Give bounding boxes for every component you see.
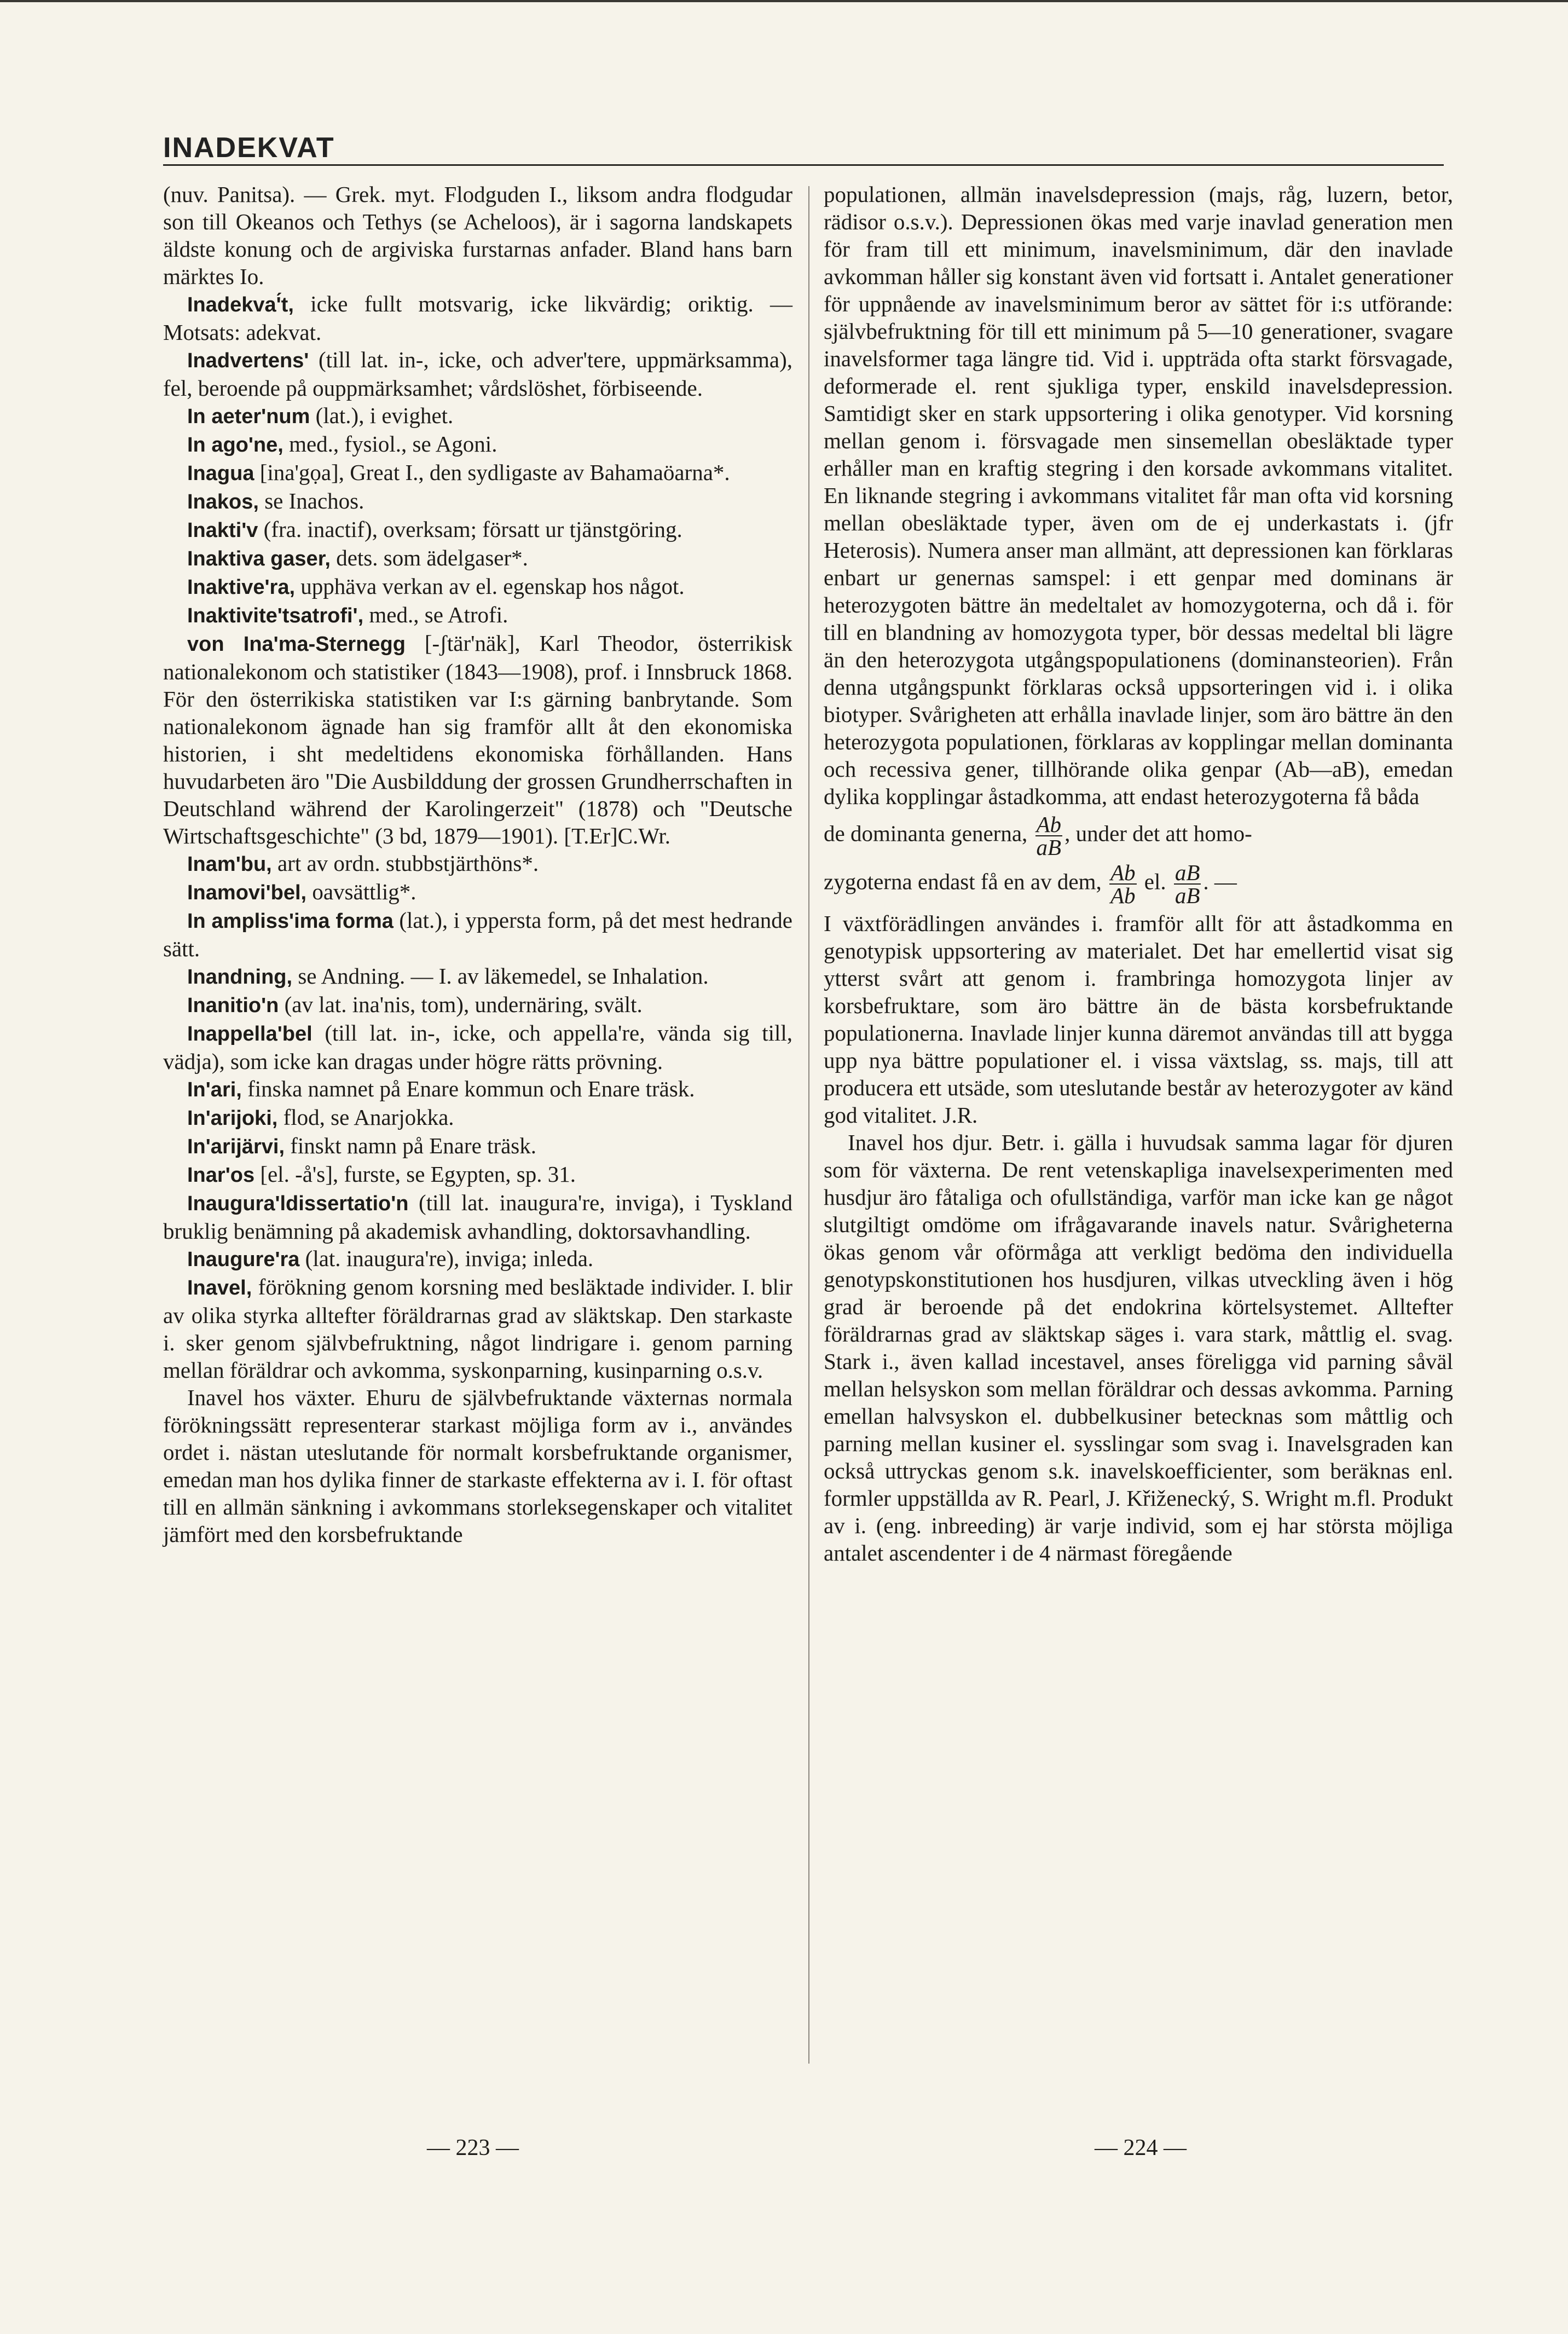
dictionary-entry [163,601,792,629]
entry-headword: Inappella'bel [187,1022,313,1045]
entry-text: art av ordn. stubbstjärthöns*. [277,851,539,876]
dictionary-entry [163,1245,792,1273]
entry-headword: In'arijoki, [187,1107,278,1130]
entry-text: (till lat. in-, icke, och adver'tere, uppmärksamma), fel, beroende på ouppmärksamhet; vårdslöshet, förbiseende. [163,347,792,401]
dictionary-entry [163,850,792,878]
dictionary-entry [163,290,792,346]
entry-text: oavsättlig*. [312,879,416,904]
entry-headword: Inagua [187,462,254,485]
dictionary-entry [163,1132,792,1160]
entry-headword: In aeter'num [187,405,310,428]
fraction-denominator: aB [1174,883,1200,908]
entry-text: se Andning. — I. av läkemedel, se Inhalation. [298,963,709,989]
entry-headword: In ampliss'ima forma [187,910,394,933]
top-border [0,0,1568,2]
dictionary-entry [163,878,792,906]
entry-text: [el. -å's], furste, se Egypten, sp. 31. [260,1162,576,1187]
dictionary-entry [163,402,792,430]
entry-text: (lat.), i yppersta form, på det mest hedrande sätt. [163,908,792,961]
formula-line [824,813,1453,858]
dictionary-entry [163,1384,792,1548]
dictionary-entry [163,962,792,991]
dictionary-entry [163,629,792,850]
page-number-right: — 224 — [1095,2135,1187,2160]
formula-text: , under det att homo- [1064,821,1252,846]
entry-headword: Inar'os [187,1164,255,1187]
formula-line [824,862,1453,906]
dictionary-entry [163,544,792,573]
entry-text: finskt namn på Enare träsk. [290,1133,536,1158]
entry-headword: Inakos, [187,490,259,513]
entry-text: (lat. inaugura're), inviga; inleda. [305,1246,594,1271]
entry-text: dets. som ädelgaser*. [336,545,528,570]
entry-headword: von Ina'ma-Sternegg [187,633,406,656]
entry-text: finska namnet på Enare kommun och Enare träsk. [247,1076,695,1101]
entry-text: flod, se Anarjokka. [283,1105,454,1130]
dictionary-entry [163,487,792,516]
entry-text: [ina'gọa], Great I., den sydligaste av Bahamaöarna*. [259,460,730,485]
entry-text: (till lat. in-, icke, och appella're, vända sig till, vädja), som icke kan dragas under högre rätts prövning. [163,1020,793,1074]
entry-headword: Inavel, [187,1276,252,1299]
entry-paragraph: populationen, allmän inavelsdepression (majs, råg, luzern, betor, rädisor o.s.v.). Depressionen ökas med varje inavlad generation men för fram till ett minimum, inavelsminimum, där den inavlade avkomman håller sig konstant även vid fortsatt i. Antalet generationer för uppnående av inavelsminimum beror av sättet för i:s utförande: självbefruktning för till ett minimum på 5—10 generationer, svagare inavelsformer taga längre tid. Vid i. uppträda ofta starkt försvagade, deformerade el. rent sjukliga typer, enskild inavelsdepression. Samtidigt sker en stark uppsortering i olika genotyper. Vid korsning mellan genom i. försvagade men sinsemellan obesläktade typer erhåller man en kraftig stegring i den korsade avkommans vitalitet. En liknande stegring i avkommans vitalitet får man ofta vid korsning mellan obesläktade typer, även om de ej underkastats i. (jfr Heterosis). Numera anser man allmänt, att depressionen kan förklaras enbart ur genernas samspel: i ett genpar med dominans är heterozygoten bättre än medeltalet av homozygoterna, och då i. för till en blandning av homozygota typer, bör dessas medeltal bli lägre än den heterozygota utgångspopulationens (dominansteorien). Från denna utgångspunkt förklaras också uppsorteringen vid i. i olika biotyper. Svårigheten att erhålla inavlade linjer, som äro bättre än den heterozygota populationen, förklaras av kopplingar mellan dominanta och recessiva gener, tillhörande olika genpar (Ab—aB), emedan dylika kopplingar åstadkomma, att endast heterozygoterna få båda [824,182,1453,809]
entry-headword: Inadvertens' [187,349,309,372]
fraction [1109,862,1137,906]
entry-text: upphäva verkan av el. egenskap hos något. [300,574,685,599]
dictionary-entry [163,1075,792,1104]
entry-text: (till lat. inaugura're, inviga), i Tyskland bruklig benämning på akademisk avhandling, doktorsavhandling. [163,1190,792,1244]
fraction-denominator: aB [1036,835,1062,860]
entry-headword: Inandning, [187,966,293,989]
entry-text: icke fullt motsvarig, icke likvärdig; oriktig. — Motsats: adekvat. [163,291,792,345]
dictionary-entry [163,1104,792,1132]
left-column [163,181,792,1548]
entry-headword: Inanitio'n [187,994,279,1017]
column-divider [808,186,809,2064]
page-number-left: — 223 — [427,2135,519,2160]
dictionary-entry [163,1189,792,1245]
entry-headword: Inaktiva gaser, [187,547,331,570]
entry-text: [-ʃtär'näk], Karl Theodor, österrikisk nationalekonom och statistiker (1843—1908), prof. i Innsbruck 1868. För den österrikiska statistiken var I:s gärning banbrytande. Som nationalekonom ägnade han sig framför allt åt den ekonomiska historien, i sht medeltidens ekonomiska förhållanden. Hans huvudarbeten äro "Die Ausbilddung der grossen Grundherrschaften in Deutschland während der Karolingerzeit" (1878) och "Deutsche Wirtschaftsgeschichte" (3 bd, 1879—1901). [T.Er]C.Wr. [163,631,792,848]
formula-text: el. [1144,869,1166,894]
entry-headword: Inaktive'ra, [187,576,296,599]
dictionary-entry [163,346,792,402]
entry-text: (nuv. Panitsa). — Grek. myt. Flodguden I., liksom andra flodgudar son till Okeanos och Tethys (se Acheloos), är i sagorna landskapets äldste konung och de argiviska furstarnas anfader. Bland hans barn märktes Io. [163,182,792,289]
dictionary-entry [163,1019,792,1075]
fraction [1174,862,1201,906]
entry-headword: Inam'bu, [187,853,272,876]
entry-headword: Inaktivite'tsatrofi', [187,604,364,627]
formula-text: zygoterna endast få en av dem, [824,869,1102,894]
dictionary-entry [163,991,792,1019]
formula-text: . — [1203,869,1237,894]
entry-paragraph: I växtförädlingen användes i. framför allt för att åstadkomma en genotypisk uppsortering av materialet. Det har emellertid visat sig ytterst svårt att genom i. frambringa homozygota linjer av korsbefruktare, som äro bättre än de bästa korsbefruktande populationerna. Inavlade linjer kunna däremot användas till att bygga upp nya bättre populationer el. i vissa växtslag, ss. majs, till att producera ett utsäde, som uteslutande består av heterozygoter av känd god vitalitet. J.R. [824,911,1453,1128]
fraction-numerator: aB [1174,860,1200,885]
dictionary-entry [163,906,792,962]
fraction [1035,813,1063,858]
entry-paragraph: Inavel hos djur. Betr. i. gälla i huvudsak samma lagar för djuren som för växterna. De rent vetenskapliga inavelsexperimenten med husdjur äro fåtaliga och ofullständiga, varför man icke kan ge något slutgiltigt omdöme om ifrågavarande inavels natur. Svårigheterna ökas genom vår oförmåga att verkligt bedöma den individuella genotypskonstitutionen hos husdjuren, vilkas utveckling även i hög grad är beroende på det endokrina körtelsystemet. Alltefter föräldrarnas grad av släktskap säges i. vara stark, måttlig el. svag. Stark i., även kallad incestavel, anses föreligga vid parning såväl mellan helsyskon som mellan föräldrar och dessas avkomma. Parning emellan halvsyskon el. dubbelkusiner betecknas som måttlig och parning mellan kusiner el. sysslingar som svag i. Inavelsgraden kan också uttryckas genom s.k. inavelskoefficienter, som beräknas enl. formler uppställda av R. Pearl, J. Křiženecký, S. Wright m.fl. Produkt av i. (eng. inbreeding) är varje individ, som ej har största möjliga antalet ascendenter i de 4 närmast föregående [824,1130,1453,1565]
entry-text: (lat.), i evighet. [315,403,454,428]
header-rule [163,164,1444,166]
dictionary-entry [163,1273,792,1384]
dictionary-entry [163,459,792,487]
entry-headword: In ago'ne, [187,434,283,457]
dictionary-entry [163,573,792,601]
entry-headword: Inadekva'́t, [187,293,294,316]
right-column [824,181,1453,1567]
entry-text: (fra. inactif), overksam; försatt ur tjänstgöring. [263,517,682,542]
fraction-numerator: Ab [1036,812,1062,837]
entry-text: Inavel hos växter. Ehuru de självbefruktande växternas normala förökningssätt representerar starkast möjliga form av i., användes ordet i. nästan uteslutande för normalt korsbefruktande organismer, emedan man hos dylika finner de starkaste effekterna av i. I. för oftast till en allmän sänkning i avkommans storleksegenskaper och vitalitet jämfört med den korsbefruktande [163,1385,792,1547]
entry-text: förökning genom korsning med besläktade individer. I. blir av olika styrka alltefter föräldrarnas grad av släktskap. Den starkaste i. sker genom självbefruktning, något lindrigare i. genom parning mellan föräldrar och avkomma, syskonparning, kusinparning o.s.v. [163,1274,792,1383]
entry-text: med., se Atrofi. [369,602,508,627]
entry-headword: Inaugura'ldissertatio'n [187,1192,409,1215]
entry-headword: Inakti'v [187,519,258,542]
entry-headword: In'arijärvi, [187,1135,285,1158]
entry-text: (av lat. ina'nis, tom), undernäring, svält. [284,992,643,1017]
page-header: INADEKVAT [163,132,335,164]
entry-headword: Inaugure'ra [187,1248,300,1271]
fraction-numerator: Ab [1110,860,1136,885]
dictionary-entry [163,181,792,290]
dictionary-entry [163,1160,792,1189]
entry-headword: In'ari, [187,1078,242,1101]
entry-headword: Inamovi'bel, [187,881,307,904]
entry-text: med., fysiol., se Agoni. [289,431,497,457]
fraction-denominator: Ab [1110,883,1136,908]
dictionary-entry [163,430,792,459]
dictionary-entry [163,516,792,544]
entry-text: se Inachos. [264,488,364,513]
formula-text: de dominanta generna, [824,821,1028,846]
